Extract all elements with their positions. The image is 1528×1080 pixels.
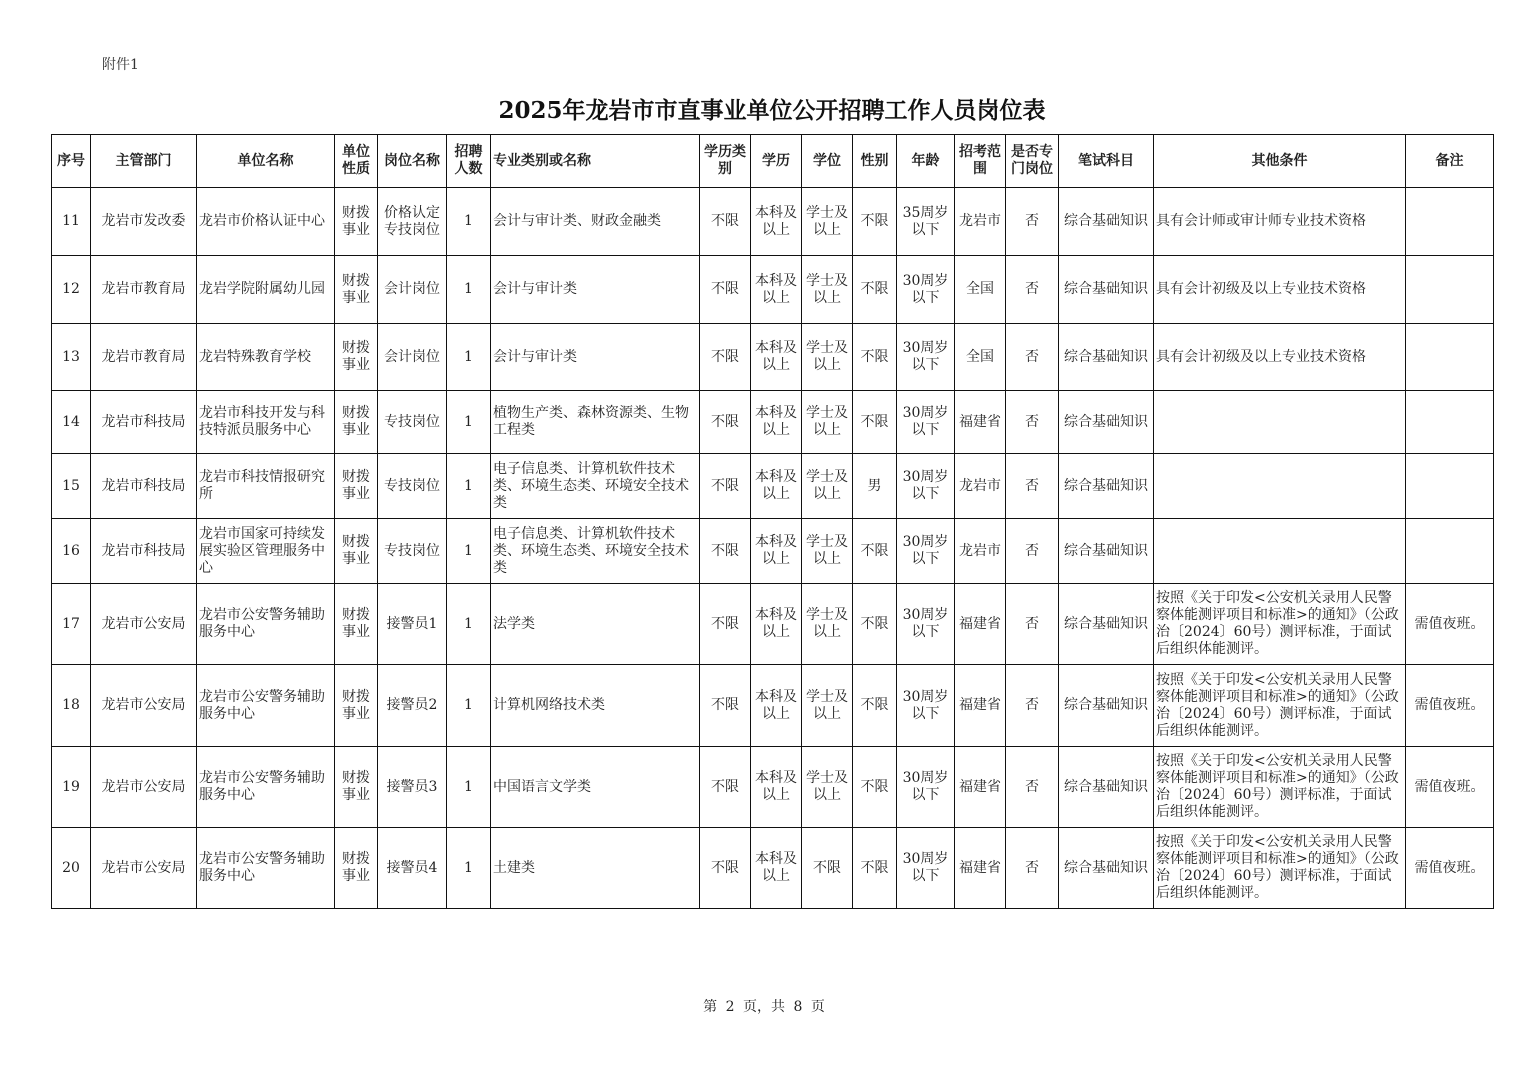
cell-dept: 龙岩市发改委 [91,188,197,256]
cell-exam: 综合基础知识 [1059,391,1154,454]
cell-unit: 龙岩市公安警务辅助服务中心 [197,665,335,747]
cell-no: 11 [52,188,91,256]
cell-nature: 财拨事业 [335,519,378,584]
cell-gender: 不限 [853,324,897,391]
cell-degree: 学士及以上 [802,665,853,747]
cell-unit: 龙岩市公安警务辅助服务中心 [197,747,335,828]
header-no: 序号 [52,135,91,188]
cell-major: 中国语言文学类 [491,747,700,828]
header-post: 岗位名称 [378,135,447,188]
table-row [52,747,1494,828]
cell-edu-type: 不限 [700,828,751,909]
cell-exam: 综合基础知识 [1059,665,1154,747]
cell-remark [1406,519,1494,584]
cell-exam: 综合基础知识 [1059,747,1154,828]
cell-other [1154,454,1406,519]
cell-nature: 财拨事业 [335,665,378,747]
cell-other: 具有会计初级及以上专业技术资格 [1154,256,1406,324]
cell-nature: 财拨事业 [335,324,378,391]
cell-dedicated: 否 [1006,454,1059,519]
cell-unit: 龙岩市科技情报研究所 [197,454,335,519]
table-row [52,256,1494,324]
cell-no: 12 [52,256,91,324]
cell-unit: 龙岩学院附属幼儿园 [197,256,335,324]
cell-unit: 龙岩市国家可持续发展实验区管理服务中心 [197,519,335,584]
cell-degree: 不限 [802,828,853,909]
cell-edu: 本科及以上 [751,454,802,519]
cell-other: 按照《关于印发<公安机关录用人民警察体能测评项目和标准>的通知》（公政治〔2024〕60号）测评标准，于面试后组织体能测评。 [1154,665,1406,747]
cell-major: 电子信息类、计算机软件技术类、环境生态类、环境安全技术类 [491,454,700,519]
cell-gender: 不限 [853,747,897,828]
cell-count: 1 [447,519,491,584]
cell-nature: 财拨事业 [335,188,378,256]
cell-dedicated: 否 [1006,324,1059,391]
cell-count: 1 [447,828,491,909]
cell-other [1154,519,1406,584]
cell-major: 会计与审计类 [491,324,700,391]
cell-scope: 龙岩市 [955,188,1006,256]
cell-other: 按照《关于印发<公安机关录用人民警察体能测评项目和标准>的通知》（公政治〔2024〕60号）测评标准，于面试后组织体能测评。 [1154,584,1406,665]
cell-age: 35周岁以下 [897,188,955,256]
cell-exam: 综合基础知识 [1059,584,1154,665]
cell-major: 电子信息类、计算机软件技术类、环境生态类、环境安全技术类 [491,519,700,584]
cell-edu: 本科及以上 [751,391,802,454]
cell-count: 1 [447,391,491,454]
footer-mid: 页，共 [743,999,785,1015]
cell-edu-type: 不限 [700,454,751,519]
footer-current-page: 2 [725,999,735,1015]
cell-scope: 龙岩市 [955,519,1006,584]
cell-dept: 龙岩市公安局 [91,828,197,909]
cell-scope: 福建省 [955,665,1006,747]
cell-scope: 全国 [955,324,1006,391]
cell-edu: 本科及以上 [751,665,802,747]
cell-age: 30周岁以下 [897,519,955,584]
cell-no: 20 [52,828,91,909]
cell-count: 1 [447,454,491,519]
cell-age: 30周岁以下 [897,828,955,909]
header-edu-type: 学历类别 [700,135,751,188]
cell-post: 接警员3 [378,747,447,828]
header-exam: 笔试科目 [1059,135,1154,188]
cell-edu: 本科及以上 [751,828,802,909]
header-age: 年龄 [897,135,955,188]
cell-exam: 综合基础知识 [1059,324,1154,391]
table-row [52,828,1494,909]
cell-dept: 龙岩市公安局 [91,665,197,747]
cell-nature: 财拨事业 [335,256,378,324]
cell-edu: 本科及以上 [751,324,802,391]
cell-major: 法学类 [491,584,700,665]
cell-edu-type: 不限 [700,665,751,747]
cell-no: 17 [52,584,91,665]
cell-count: 1 [447,747,491,828]
cell-gender: 不限 [853,665,897,747]
table-row [52,665,1494,747]
cell-dept: 龙岩市科技局 [91,454,197,519]
cell-scope: 福建省 [955,747,1006,828]
table-row [52,584,1494,665]
cell-gender: 男 [853,454,897,519]
header-major: 专业类别或名称 [491,135,700,188]
table-row [52,519,1494,584]
cell-no: 13 [52,324,91,391]
cell-edu-type: 不限 [700,256,751,324]
header-edu: 学历 [751,135,802,188]
cell-unit: 龙岩市科技开发与科技特派员服务中心 [197,391,335,454]
footer-suffix: 页 [810,999,825,1015]
cell-exam: 综合基础知识 [1059,256,1154,324]
cell-unit: 龙岩特殊教育学校 [197,324,335,391]
cell-nature: 财拨事业 [335,828,378,909]
cell-degree: 学士及以上 [802,584,853,665]
header-unit: 单位名称 [197,135,335,188]
cell-no: 16 [52,519,91,584]
cell-degree: 学士及以上 [802,519,853,584]
cell-major: 计算机网络技术类 [491,665,700,747]
cell-gender: 不限 [853,828,897,909]
cell-scope: 全国 [955,256,1006,324]
cell-age: 30周岁以下 [897,584,955,665]
cell-exam: 综合基础知识 [1059,188,1154,256]
header-other: 其他条件 [1154,135,1406,188]
cell-gender: 不限 [853,584,897,665]
cell-gender: 不限 [853,256,897,324]
cell-edu: 本科及以上 [751,747,802,828]
cell-scope: 福建省 [955,584,1006,665]
cell-edu-type: 不限 [700,324,751,391]
cell-exam: 综合基础知识 [1059,454,1154,519]
cell-post: 接警员2 [378,665,447,747]
cell-degree: 学士及以上 [802,454,853,519]
cell-other: 具有会计师或审计师专业技术资格 [1154,188,1406,256]
cell-remark [1406,188,1494,256]
cell-dedicated: 否 [1006,747,1059,828]
cell-post: 专技岗位 [378,391,447,454]
cell-dedicated: 否 [1006,391,1059,454]
cell-remark [1406,324,1494,391]
cell-degree: 学士及以上 [802,256,853,324]
cell-major: 会计与审计类 [491,256,700,324]
cell-other [1154,391,1406,454]
cell-edu-type: 不限 [700,519,751,584]
cell-post: 接警员1 [378,584,447,665]
table-row [52,188,1494,256]
cell-dept: 龙岩市科技局 [91,391,197,454]
cell-nature: 财拨事业 [335,747,378,828]
cell-scope: 福建省 [955,828,1006,909]
cell-post: 接警员4 [378,828,447,909]
table-row [52,324,1494,391]
cell-other: 按照《关于印发<公安机关录用人民警察体能测评项目和标准>的通知》（公政治〔2024〕60号）测评标准，于面试后组织体能测评。 [1154,747,1406,828]
table-body [52,188,1494,909]
recruitment-table [51,134,1494,909]
cell-degree: 学士及以上 [802,391,853,454]
cell-edu-type: 不限 [700,188,751,256]
footer-prefix: 第 [703,999,718,1015]
cell-dedicated: 否 [1006,828,1059,909]
cell-remark [1406,256,1494,324]
cell-post: 价格认定专技岗位 [378,188,447,256]
cell-edu: 本科及以上 [751,584,802,665]
cell-count: 1 [447,665,491,747]
cell-gender: 不限 [853,391,897,454]
cell-exam: 综合基础知识 [1059,519,1154,584]
header-degree: 学位 [802,135,853,188]
cell-scope: 龙岩市 [955,454,1006,519]
header-scope: 招考范围 [955,135,1006,188]
cell-remark: 需值夜班。 [1406,828,1494,909]
cell-age: 30周岁以下 [897,454,955,519]
cell-other: 具有会计初级及以上专业技术资格 [1154,324,1406,391]
cell-dedicated: 否 [1006,665,1059,747]
cell-edu: 本科及以上 [751,188,802,256]
cell-nature: 财拨事业 [335,584,378,665]
cell-no: 14 [52,391,91,454]
cell-edu-type: 不限 [700,584,751,665]
cell-unit: 龙岩市公安警务辅助服务中心 [197,828,335,909]
cell-dept: 龙岩市教育局 [91,324,197,391]
cell-scope: 福建省 [955,391,1006,454]
cell-remark: 需值夜班。 [1406,747,1494,828]
cell-degree: 学士及以上 [802,324,853,391]
cell-dept: 龙岩市公安局 [91,747,197,828]
cell-major: 植物生产类、森林资源类、生物工程类 [491,391,700,454]
cell-count: 1 [447,188,491,256]
cell-age: 30周岁以下 [897,747,955,828]
page-footer [0,996,1528,1016]
cell-dedicated: 否 [1006,519,1059,584]
table-row [52,454,1494,519]
cell-dept: 龙岩市科技局 [91,519,197,584]
cell-nature: 财拨事业 [335,391,378,454]
cell-gender: 不限 [853,188,897,256]
cell-no: 18 [52,665,91,747]
cell-remark: 需值夜班。 [1406,665,1494,747]
cell-count: 1 [447,324,491,391]
cell-degree: 学士及以上 [802,188,853,256]
page-title: 2025年龙岩市市直事业单位公开招聘工作人员岗位表 [498,97,1046,124]
cell-age: 30周岁以下 [897,665,955,747]
cell-age: 30周岁以下 [897,256,955,324]
cell-remark [1406,454,1494,519]
header-row [52,135,1494,188]
cell-age: 30周岁以下 [897,324,955,391]
cell-no: 15 [52,454,91,519]
cell-other: 按照《关于印发<公安机关录用人民警察体能测评项目和标准>的通知》（公政治〔2024〕60号）测评标准，于面试后组织体能测评。 [1154,828,1406,909]
cell-edu: 本科及以上 [751,519,802,584]
cell-dept: 龙岩市教育局 [91,256,197,324]
cell-edu-type: 不限 [700,391,751,454]
cell-post: 专技岗位 [378,454,447,519]
cell-major: 会计与审计类、财政金融类 [491,188,700,256]
cell-dept: 龙岩市公安局 [91,584,197,665]
cell-remark [1406,391,1494,454]
header-count: 招聘人数 [447,135,491,188]
cell-degree: 学士及以上 [802,747,853,828]
cell-count: 1 [447,584,491,665]
cell-dedicated: 否 [1006,256,1059,324]
cell-remark: 需值夜班。 [1406,584,1494,665]
footer-total-pages: 8 [793,999,803,1015]
attachment-label: 附件1 [102,57,139,73]
header-gender: 性别 [853,135,897,188]
cell-exam: 综合基础知识 [1059,828,1154,909]
cell-count: 1 [447,256,491,324]
header-remark: 备注 [1406,135,1494,188]
cell-edu-type: 不限 [700,747,751,828]
cell-post: 专技岗位 [378,519,447,584]
header-dept: 主管部门 [91,135,197,188]
table-row [52,391,1494,454]
cell-dedicated: 否 [1006,584,1059,665]
cell-dedicated: 否 [1006,188,1059,256]
cell-unit: 龙岩市价格认证中心 [197,188,335,256]
cell-unit: 龙岩市公安警务辅助服务中心 [197,584,335,665]
cell-age: 30周岁以下 [897,391,955,454]
header-dedicated: 是否专门岗位 [1006,135,1059,188]
cell-post: 会计岗位 [378,324,447,391]
header-nature: 单位性质 [335,135,378,188]
cell-major: 土建类 [491,828,700,909]
cell-gender: 不限 [853,519,897,584]
cell-post: 会计岗位 [378,256,447,324]
cell-no: 19 [52,747,91,828]
cell-nature: 财拨事业 [335,454,378,519]
cell-edu: 本科及以上 [751,256,802,324]
